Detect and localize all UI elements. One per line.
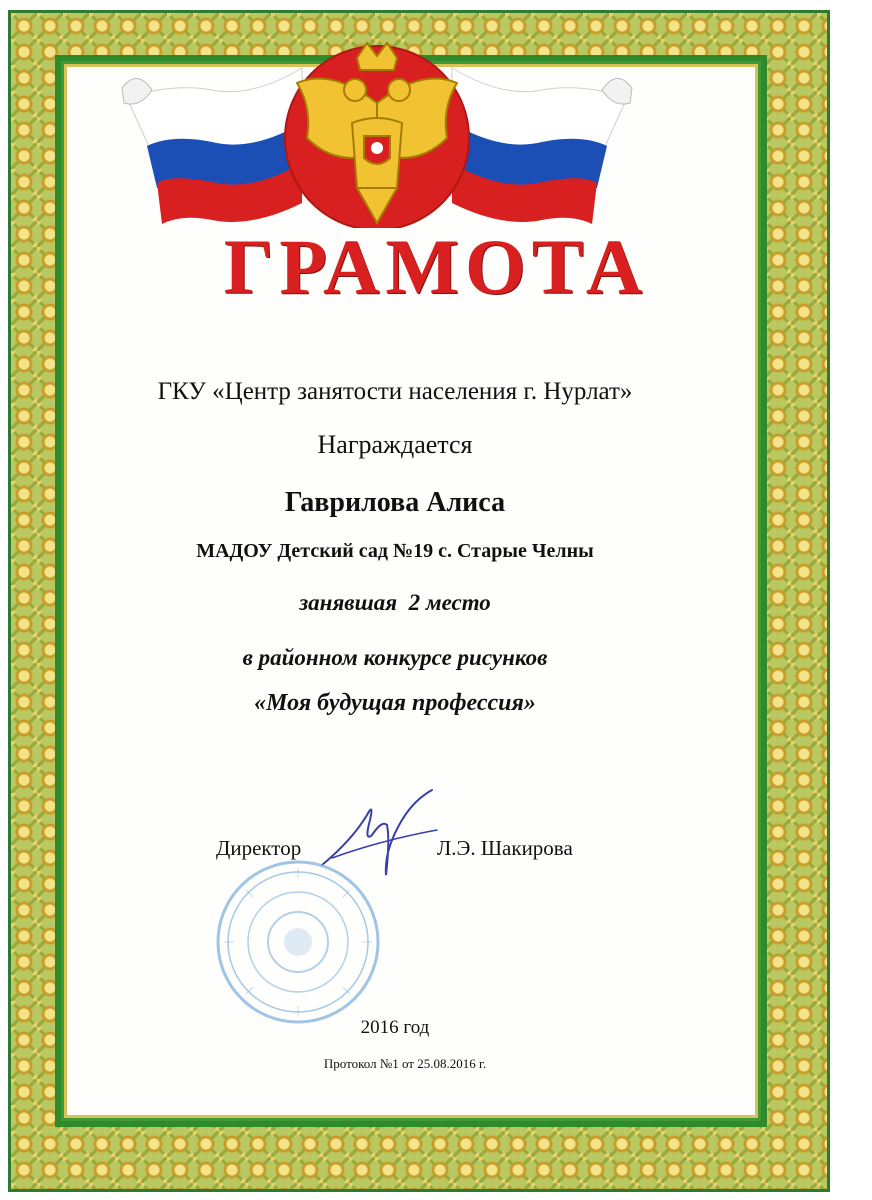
document-year: 2016 год <box>360 1017 430 1038</box>
contest-theme: «Моя будущая профессия» <box>254 690 536 716</box>
signatory-title: Директор <box>216 836 302 860</box>
recipient-name: Гаврилова Алиса <box>284 487 506 518</box>
contest-text: в районном конкурсе рисунков <box>242 645 548 670</box>
flag-left <box>122 68 302 224</box>
russian-flag-icon <box>112 28 642 228</box>
flag-right <box>452 68 632 224</box>
institution-name: МАДОУ Детский сад №19 с. Старые Челны <box>196 540 594 562</box>
awarded-label: Награждается <box>317 430 473 459</box>
organization-name: ГКУ «Центр занятости населения г. Нурлат» <box>157 378 633 405</box>
achievement-text: занявшая 2 место <box>299 590 491 615</box>
official-stamp-icon <box>214 858 382 1026</box>
coat-of-arms-icon <box>285 43 469 228</box>
signatory-name: Л.Э. Шакирова <box>437 836 573 860</box>
protocol-number: Протокол №1 от 25.08.2016 г. <box>323 1056 487 1071</box>
certificate-title: ГРАМОТА <box>223 223 649 310</box>
